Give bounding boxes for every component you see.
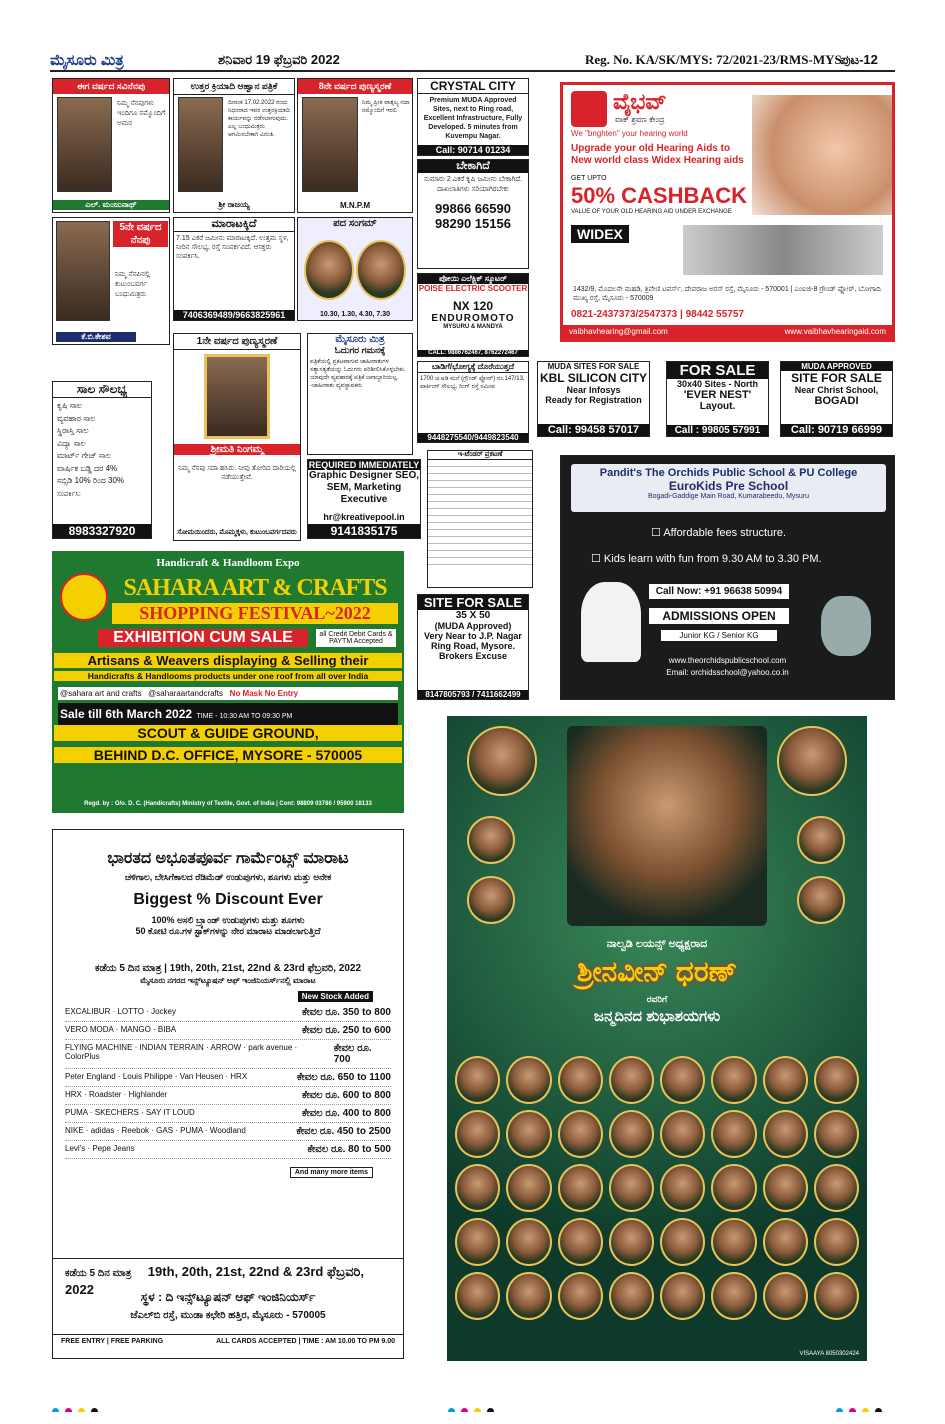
last-days: ಕಡೆಯ 5 ದಿನ ಮಾತ್ರ (65, 1268, 132, 1279)
ad-title: ಇ-ಟೆಂಡರ್ ಪ್ರಕಟಣೆ (428, 451, 532, 460)
member-photo (506, 1218, 551, 1266)
ad-line-1: Near Christ School, (794, 385, 879, 395)
bullet-2: Kids learn with fun from 9.30 AM to 3.30 PM. (603, 553, 822, 565)
portrait-photo (204, 354, 270, 439)
member-photo (814, 1272, 859, 1320)
grades: Junior KG / Senior KG (661, 630, 777, 641)
ear-photo (752, 95, 892, 215)
ad-vaibhav-hearing: ವೈಭವ್ ವಾಕ್ ಶ್ರವಣ ಕೇಂದ್ರ We "brighten" your hearing world Upgrade your old Hearing Aids to New world class Widex Hearing aids GET UPTO 50% CASHBACK VALUE OF YOUR OLD HEARING AID UNDER EXCHANGE WIDEX 1432/9, ಮೊದಲನೇ ಮಹಡಿ, ತ್ರಿವೇಣಿ ಟವರ್ಸ್, ದೇವರಾಜ ಅರಸ್ ರಸ್ತೆ, ಮೈಸೂರು - 570001 | ಎಂಐಜಿ-8 ಗ್ರೌಂಡ್ ಫ್ಲೋರ್, ಬೋಗಾದಿ ಮುಖ್ಯ ರಸ್ತೆ, ಮೈಸೂರು - 570009 0821-2437373/2547373 | 98442 55757 vaibhavhearing@gmail.com www.vaibhavhearingaid.com (560, 82, 895, 342)
ad-bogadi-site (780, 361, 893, 437)
brand-tag: ವಾಕ್ ಶ್ರವಣ ಕೇಂದ್ರ (615, 115, 665, 124)
ad-title: ಬಾಡಿಗೆ/ಭೋಗ್ಯಕ್ಕೆ ದೊರೆಯುತ್ತದೆ (418, 362, 528, 373)
ad-invitation: ಉತ್ತರ ಕ್ರಿಯಾದಿ ಆಹ್ವಾನ ಪತ್ರಿಕೆ ದಿನಾಂಕ 17.02.2022 ರಂದು ನಿಧನರಾದ ಇವರ ಉತ್ತರಕ್ರಿಯಾದಿ ಕಾರ್ಯವನ್ನು ನಡೆಸಲಾಗುವುದು. ಎಲ್ಲ ಬಂಧುಮಿತ್ರರು ಆಗಮಿಸಬೇಕಾಗಿ ವಿನಂತಿ. ಶ್ರೀ ರಾಜಯ್ಯ (173, 78, 295, 213)
ad-loan (52, 381, 152, 539)
no-mask-text: No Mask No Entry (229, 689, 299, 698)
exhibition-title: EXHIBITION CUM SALE (98, 629, 308, 647)
portrait-photo (178, 97, 223, 192)
member-photo (455, 1056, 500, 1104)
price: ಕೇವಲ ರೂ. 650 to 1100 (296, 1072, 391, 1083)
school-name: Pandit's The Orchids Public School & PU College (599, 467, 858, 479)
school-phone: Call Now: +91 96638 50994 (649, 584, 789, 599)
ad-title: REQUIRED IMMEDIATELY (308, 460, 420, 470)
brand-list: Levi's · Pepe Jeans (65, 1144, 135, 1153)
sale-time: TIME - 10:30 AM TO 09:30 PM (196, 713, 293, 720)
birthday-ravarige: ರವರಿಗೆ (646, 994, 668, 1004)
slogan: We "brighten" your hearing world (571, 129, 688, 138)
school-address: Bogadi-Gaddige Main Road, Kumarabeedu, Mysuru (647, 493, 810, 500)
ad-phone-2: 98290 15156 (435, 216, 511, 231)
page-number: ಪುಟ-12 (840, 52, 878, 67)
ad-title: 5ನೇ ವರ್ಷದ ನೆನಪು (113, 221, 168, 247)
ad-first-anniversary: 1ನೇ ವರ್ಷದ ಪುಣ್ಯಸ್ಮರಣೆ ಶ್ರೀಮತಿ ನಿಂಗಮ್ಮ ನಿಮ್ಮ ನೆನಪು ಸದಾ ಹಸಿರು. ನೀವು ತೋರಿದ ದಾರಿಯಲ್ಲಿ ನಡೆಯುತ್ತೇವೆ. ಸೋಮಯಿಂದರು, ಮೊಮ್ಮಕ್ಕಳು, ಕುಟುಂಬವರ್ಗದವರು (173, 333, 301, 541)
leader-photo (777, 726, 847, 796)
brand-list: VERO MODA · MANGO · BIBA (65, 1025, 177, 1034)
brand-price-row (65, 1087, 391, 1105)
ad-title: CRYSTAL CITY (418, 79, 528, 94)
ad-job (307, 459, 421, 539)
member-photo (763, 1164, 808, 1212)
expo-top: Handicraft & Handloom Expo (156, 557, 300, 569)
ad-title-2: SITE FOR SALE (791, 371, 882, 385)
member-photo (763, 1110, 808, 1158)
leader-photo (467, 726, 537, 796)
price: ಕೇವಲ ರೂ. 700 (333, 1043, 372, 1065)
ad-line-3: Ring Road, Mysore. (430, 641, 515, 651)
sahara-title: SAHARA ART & CRAFTS (123, 575, 387, 601)
ad-kbl-silicon-city (537, 361, 650, 437)
cashback-text: 50% CASHBACK (571, 183, 748, 208)
ad-name: M.N.P.M (339, 201, 371, 210)
facebook-handle: @sahara art and crafts (60, 689, 142, 698)
admissions-open: ADMISSIONS OPEN (649, 608, 789, 624)
member-photo (558, 1272, 603, 1320)
ad-orchids-school: Pandit's The Orchids Public School & PU College EuroKids Pre School Bogadi-Gaddige Main Road, Kumarabeedu, Mysuru ☐ Affordable fees structure. ☐ Kids learn with fun from 9.30 AM to 3.30 PM. Call Now: +91 96638 50994 ADMISSIONS OPEN Junior KG / Senior KG www.theorchidspublicschool.com Email: orchidsschool@yahoo.co.in (560, 455, 895, 700)
ad-phone: 9448275540/9449823540 (418, 433, 528, 442)
member-photo (763, 1218, 808, 1266)
site-size: 35 X 50 (455, 610, 491, 621)
venue-2: BEHIND D.C. OFFICE, MYSORE - 570005 (54, 747, 402, 763)
ad-site-sale-jpnagar (417, 594, 529, 700)
ad-phone: 8983327920 (53, 524, 151, 538)
member-photo (609, 1272, 654, 1320)
brand-list: HRX · Roadster · Highlander (65, 1090, 168, 1099)
regd-line: Regd. by : O/o. D. C. (Handicrafts) Ministry of Textile, Govt. of India | Cont: 98809 03786 / 95900 18133 (84, 801, 372, 807)
ad-email: hr@kreativepool.in (323, 512, 405, 522)
ad-line-1: (MUDA Approved) (434, 621, 512, 631)
address: ಜೆಎಲ್‌ಬಿ ರಸ್ತೆ, ಮುಡಾ ಕಛೇರಿ ಹತ್ತಿರ, ಮೈಸೂರು - 570005 (130, 1310, 326, 1321)
member-photo (609, 1218, 654, 1266)
ad-for-sale-kannada: ಮಾರಾಟಕ್ಕಿದೆ 7.15 ಎಕರೆ ಜಮೀನು ಮಾರಾಟಕ್ಕಿದೆ. ಉತ್ತಮ ಸ್ಥಳ, ನೀರಿನ ಸೌಲಭ್ಯ, ರಸ್ತೆ ಸಂಪರ್ಕವಿದೆ. ಆಸಕ್ತರು ಸಂಪರ್ಕಿಸಿ. 7406369489/9663825961 (173, 217, 295, 321)
brand-list: Peter England · Louis Philippe · Van Heusen · HRX (65, 1072, 248, 1081)
brand-list: PUMA · SKECHERS · SAY IT LOUD (65, 1108, 195, 1117)
scooter-brand: POISE ELECTRIC SCOOTER (418, 284, 528, 293)
member-photo (506, 1110, 551, 1158)
ad-title: SITE FOR SALE (418, 595, 528, 610)
member-photo (455, 1164, 500, 1212)
ad-ever-nest (666, 361, 769, 437)
reg-number: Reg. No. KA/SK/MYS: 72/2021-23/RMS-MYS (585, 52, 842, 67)
member-photo (609, 1110, 654, 1158)
member-grid (447, 1056, 867, 1320)
ad-name: ಶ್ರೀ ರಾಜಯ್ಯ (218, 200, 250, 209)
brand-price-row (65, 1105, 391, 1123)
brand-price-row (65, 1004, 391, 1022)
handicraft-text: Handicrafts & Handlooms products under one roof from all over India (54, 671, 402, 681)
price: ಕೇವಲ ರೂ. 250 to 600 (301, 1025, 391, 1036)
ad-garments-sale (52, 829, 404, 1359)
ad-body: Graphic Designer SEO, SEM, Marketing Executive (308, 470, 420, 505)
upgrade-text-2: New world class Widex Hearing aids (571, 155, 744, 166)
ad-tender-notice (427, 450, 533, 588)
brand-price-row (65, 1141, 391, 1159)
member-photo (558, 1110, 603, 1158)
website: www.vaibhavhearingaid.com (784, 327, 886, 336)
garments-venue: ಮೈಸೂರು ನಗರದ ಇನ್ಸ್‌ಟ್ಯೂಷನ್ ಆಫ್ ಇಂಜಿನಿಯರ್ಸ್‌ನಲ್ಲಿ ಮಾರಾಟ (140, 976, 316, 985)
member-photo (506, 1056, 551, 1104)
ad-crystal-city (417, 78, 529, 156)
ad-remembrance-1: ಈಗ ವರ್ಷದ ಸವಿನೆನಪು ನಿಮ್ಮ ನೆನಪುಗಳು ಇಂದಿಗೂ ನಮ್ಮೊಂದಿಗೆ ಅಮರ ಎಲ್. ಮಂಜುನಾಥ್ (52, 78, 170, 213)
member-photo (558, 1056, 603, 1104)
ad-line-2: 'EVER NEST' (683, 389, 752, 401)
bullet-1: Affordable fees structure. (663, 527, 787, 539)
member-photo (711, 1272, 756, 1320)
member-photo (797, 876, 845, 924)
dealer-name: ENDUROMOTO (431, 313, 515, 324)
ad-name: KBL SILICON CITY (539, 371, 648, 385)
school-website: www.theorchidspublicschool.com (668, 656, 787, 665)
actor-photo (304, 240, 354, 300)
ad-title: 1ನೇ ವರ್ಷದ ಪುಣ್ಯಸ್ಮರಣೆ (174, 334, 300, 350)
page-header (50, 50, 895, 72)
member-photo (455, 1218, 500, 1266)
brand-name: ವೈಭವ್ (613, 89, 667, 114)
ad-line-3: Layout. (699, 401, 736, 412)
ad-line-1: Near Infosys (566, 385, 621, 395)
school-sub: EuroKids Pre School (668, 479, 789, 493)
header-date: ಶನಿವಾರ 19 ಫೆಬ್ರವರಿ 2022 (218, 52, 340, 67)
ad-title: ಪೋಯಿ ಎಲೆಕ್ಟ್ರಿಕ್ ಸ್ಕೂಟರ್ (418, 274, 528, 284)
birthday-wish: ಜನ್ಮದಿನದ ಶುಭಾಶಯಗಳು (593, 1008, 721, 1025)
loan-item: ಮಾರ್ಟ್ ಗೇಜ್ ಸಾಲ (57, 451, 112, 460)
loan-item: ವ್ಯವಹಾರ ಸಾಲ (57, 413, 96, 423)
birthday-name: ಶ್ರೀನವೀನ್ ಧರಣ್ (577, 956, 737, 987)
ad-title: ಮಾರಾಟಕ್ಕಿದೆ (174, 218, 294, 232)
color-registration-center (448, 1402, 548, 1412)
member-photo (814, 1164, 859, 1212)
get-upto: GET UPTO (571, 175, 607, 182)
artisans-text: Artisans & Weavers displaying & Selling their (54, 653, 402, 668)
color-registration-right (836, 1402, 936, 1412)
place: ಸ್ಥಳ : ದಿ ಇನ್ಸ್‌ಟ್ಯೂಷನ್ ಆಫ್ ಇಂಜಿನಿಯರ್ಸ್ (140, 1290, 316, 1304)
loan-item: ಸಬ್ಸಿಡಿ 10% ರಿಂದ 30% (57, 476, 125, 485)
member-photo (558, 1218, 603, 1266)
masthead: ಮೈಸೂರು ಮಿತ್ರ (50, 52, 124, 69)
garments-line-1: 100% ಅಸಲಿ ಬ್ರ್ಯಾಂಡ್ ಉಡುಪುಗಳು ಮತ್ತು ಶೂಗಳು (151, 915, 305, 925)
ad-electric-scooter (417, 273, 529, 357)
ad-title: MUDA APPROVED (781, 362, 892, 371)
member-photo (660, 1110, 705, 1158)
vaibhav-logo (571, 91, 607, 127)
ad-line-2: BOGADI (814, 395, 859, 407)
new-stock-badge: New Stock Added (298, 991, 373, 1002)
last-dates: 19th, 20th, 21st, 22nd & 23rd ಫೆಬ್ರವರಿ, 2022 (65, 1264, 365, 1297)
widex-logo: WIDEX (571, 225, 629, 243)
ad-notice: ಮೈಸೂರು ಮಿತ್ರ ಓದುಗರ ಗಮನಕ್ಕೆ ಪತ್ರಿಕೆಯಲ್ಲಿ ಪ್ರಕಟವಾಗುವ ಜಾಹೀರಾತುಗಳ ಸತ್ಯಾಸತ್ಯತೆಯನ್ನು ಓದುಗರು ಪರಿಶೀಲಿಸಿಕೊಳ್ಳಬೇಕು. ಯಾವುದೇ ವ್ಯವಹಾರಕ್ಕೆ ಪತ್ರಿಕೆ ಜವಾಬ್ದಾರಿಯಲ್ಲ. -ಜಾಹೀರಾತು ವ್ಯವಸ್ಥಾಪಕರು (307, 333, 413, 455)
ad-phone: 8147805793 / 7411662499 (418, 690, 528, 699)
phone: 0821-2437373/2547373 | 98442 55757 (571, 309, 744, 320)
ad-line-2: Very Near to J.P. Nagar (424, 631, 522, 641)
ad-phone: 9141835175 (308, 524, 420, 538)
member-photo (467, 876, 515, 924)
contact-label: ಸಂಪರ್ಕಿಸಿ: (57, 490, 81, 498)
member-photo (506, 1272, 551, 1320)
ad-wanted: ಬೇಕಾಗಿದೆ ಸುಮಾರು 2 ಎಕರೆ ಕೃಷಿ ಜಮೀನು ಬೇಕಾಗಿದೆ. ದಾಖಲಾತಿಗಳು ಸರಿಯಾಗಿರಬೇಕು 99866 66590 98290 15156 (417, 159, 529, 269)
price: ಕೇವಲ ರೂ. 350 to 800 (301, 1007, 391, 1018)
scooter-model: NX 120 (452, 299, 494, 313)
price: ಕೇವಲ ರೂ. 600 to 800 (301, 1090, 391, 1101)
member-photo (797, 816, 845, 864)
ad-sahara-art-crafts: Handicraft & Handloom Expo SAHARA ART & CRAFTS SHOPPING FESTIVAL~2022 EXHIBITION CUM SALE all Credit Debit Cards & PAYTM Accepted Artisans & Weavers displaying & Selling their Handicrafts & Handlooms products under one roof from all over India @sahara art and crafts @saharaartandcrafts No Mask No Entry Sale till 6th March 2022 TIME - 10:30 AM TO 09:30 PM SCOUT & GUIDE GROUND, BEHIND D.C. OFFICE, MYSORE - 570005 Regd. by : O/o. D. C. (Handicrafts) Ministry of Textile, Govt. of India | Cont: 98809 03786 / 95900 18133 (52, 551, 404, 813)
ad-footer: ಸೋಮಯಿಂದರು, ಮೊಮ್ಮಕ್ಕಳು, ಕುಟುಂಬವರ್ಗದವರು (177, 529, 297, 536)
birthday-sub: ನಾಲ್ವಡಿ ಲಯನ್ಸ್ ಅಧ್ಯಕ್ಷರಾದ (606, 938, 708, 950)
ad-death-anniversary: 8ನೇ ವರ್ಷದ ಪುಣ್ಯಸ್ಮರಣೆ ನಿಮ್ಮ ಪ್ರೀತಿ ವಾತ್ಸಲ್ಯ ಸದಾ ನಮ್ಮೊಂದಿಗೆ ಇರಲಿ M.N.P.M (297, 78, 413, 213)
email: vaibhavhearing@gmail.com (569, 327, 668, 336)
brand-price-row (65, 1069, 391, 1087)
festival-title: SHOPPING FESTIVAL~2022 (112, 603, 398, 624)
venue-1: SCOUT & GUIDE GROUND, (54, 725, 402, 741)
brand-list: EXCALIBUR · LOTTO · Jockey (65, 1007, 176, 1016)
dealer-place: MYSURU & MANDYA (443, 324, 503, 330)
member-photo (711, 1218, 756, 1266)
cards-time: ALL CARDS ACCEPTED | TIME : AM 10.00 TO PM 9.00 (216, 1338, 395, 1345)
member-photo (711, 1110, 756, 1158)
ad-title: ಬೇಕಾಗಿದೆ (418, 160, 528, 173)
biggest-discount: Biggest % Discount Ever (133, 891, 323, 908)
school-email: Email: orchidsschool@yahoo.co.in (666, 668, 789, 677)
ad-body: Premium MUDA Approved Sites, next to Ring road, Excellent Infrastructure, Fully Developed. 5 minutes from Kuvempu Nagar. (423, 97, 523, 140)
brand-price-row (65, 1123, 391, 1141)
brand-price-row (65, 1022, 391, 1040)
ad-remembrance-2: 5ನೇ ವರ್ಷದ ನೆನಪು ನಿಮ್ಮ ನೆನಪಿನಲ್ಲಿ ಕುಟುಂಬವರ್ಗ ಬಂಧುಮಿತ್ರರು ಕೆ.ಬಿ.ಕೇಶವ (52, 217, 170, 345)
ad-phone: Call: 99458 57017 (538, 424, 649, 436)
ad-birthday-wishes (447, 716, 867, 1361)
garments-line-2: 50 ಕೋಟಿ ರೂ.ಗಳ ಸ್ಟಾಕ್‌ಗಳನ್ನು ನೇರ ಮಾರಾಟ ಮಾಡಲಾಗುತ್ತಿದೆ (135, 926, 321, 936)
instagram-handle: @saharaartandcrafts (148, 689, 223, 698)
ad-phone: 7406369489/9663825961 (174, 310, 294, 320)
member-photo (660, 1272, 705, 1320)
main-portrait (567, 726, 767, 926)
show-times: 10.30, 1.30, 4.30, 7.30 (319, 311, 391, 318)
free-entry: FREE ENTRY | FREE PARKING (61, 1338, 164, 1345)
ad-title: ಈಗ ವರ್ಷದ ಸವಿನೆನಪು (53, 79, 169, 94)
loan-item: ವಾರ್ಷಿಕ ಬಡ್ಡಿ ದರ 4% (57, 463, 118, 473)
ad-phone: Call : 99805 57991 (667, 425, 768, 436)
member-photo (814, 1218, 859, 1266)
member-photo (660, 1218, 705, 1266)
member-photo (455, 1272, 500, 1320)
ad-title: FOR SALE (667, 362, 768, 379)
sale-till: Sale till 6th March 2022 (60, 707, 193, 721)
member-photo (711, 1056, 756, 1104)
ad-phone: Call: 90719 66999 (781, 424, 892, 436)
price: ಕೇವಲ ರೂ. 450 to 2500 (296, 1126, 391, 1137)
ad-name: ಕೆ.ಬಿ.ಕೇಶವ (56, 332, 136, 342)
member-photo (711, 1164, 756, 1212)
garments-dates: ಕಡೆಯ 5 ದಿನ ಮಾತ್ರ | 19th, 20th, 21st, 22nd & 23rd ಫೆಬ್ರವರಿ, 2022 (94, 963, 362, 974)
ad-title: ಪದ ಸಂಗಮ್ (333, 218, 377, 229)
ad-phone-1: 99866 66590 (435, 201, 511, 216)
ad-phone: Call: 90714 01234 (418, 145, 528, 155)
member-photo (814, 1056, 859, 1104)
ad-title: ಮೈಸೂರು ಮಿತ್ರ (335, 334, 385, 345)
portrait-photo (56, 221, 110, 321)
member-photo (558, 1164, 603, 1212)
member-photo (467, 816, 515, 864)
ad-line-1: 30x40 Sites - North (676, 379, 759, 389)
member-photo (763, 1056, 808, 1104)
hearing-aids-image (683, 225, 883, 275)
tender-table (428, 460, 532, 570)
ad-title: ಸಾಲ ಸೌಲಭ್ಯ (53, 382, 151, 398)
garments-sub: ಚಳಿಗಾಲ, ಬೇಸಿಗೆಕಾಲದ ರೆಡಿಮೆಡ್ ಉಡುಪುಗಳು, ಶೂಗಳು ಮತ್ತು ಅನೇಕ (124, 872, 332, 882)
more-items: And many more items (290, 1167, 373, 1178)
ad-phone: CALL: 9886762467, 8762272467 (418, 350, 528, 356)
ad-line-4: Brokers Excuse (438, 651, 508, 661)
ad-subtitle: ಓದುಗರ ಗಮನಕ್ಕೆ (334, 345, 386, 355)
bunny-illustration (581, 582, 641, 662)
portrait-photo (302, 97, 358, 192)
designer-credit: VISAAYA 8050302424 (799, 1351, 859, 1357)
price: ಕೇವಲ ರೂ. 400 to 800 (301, 1108, 391, 1119)
loan-item: ಸ್ಥಿರಾಸ್ತಿ ಸಾಲ (57, 426, 89, 435)
kite-illustration (821, 596, 871, 656)
brand-list: FLYING MACHINE · INDIAN TERRAIN · ARROW · park avenue · ColorPlus (65, 1043, 298, 1061)
upgrade-text-1: Upgrade your old Hearing Aids to (571, 143, 731, 154)
ad-title: MUDA SITES FOR SALE (547, 362, 640, 371)
ad-title: 8ನೇ ವರ್ಷದ ಪುಣ್ಯಸ್ಮರಣೆ (298, 79, 412, 94)
member-photo (609, 1056, 654, 1104)
color-registration-left (52, 1402, 152, 1412)
ad-movie (297, 217, 413, 321)
loan-item: ವಿದ್ಯಾ ಸಾಲ (57, 438, 86, 448)
member-photo (660, 1164, 705, 1212)
member-photo (506, 1164, 551, 1212)
price: ಕೇವಲ ರೂ. 80 to 500 (307, 1144, 391, 1155)
school-banner (571, 464, 886, 512)
member-photo (763, 1272, 808, 1320)
ad-line-2: Ready for Registration (545, 395, 642, 405)
ad-name: ಎಲ್. ಮಂಜುನಾಥ್ (53, 200, 169, 210)
ad-title: ಉತ್ತರ ಕ್ರಿಯಾದಿ ಆಹ್ವಾನ ಪತ್ರಿಕೆ (174, 79, 294, 95)
member-photo (814, 1110, 859, 1158)
member-photo (609, 1164, 654, 1212)
portrait-photo (57, 97, 112, 192)
value-text: VALUE OF YOUR OLD HEARING AID UNDER EXCHANGE (571, 209, 732, 215)
member-photo (660, 1056, 705, 1104)
ad-name: ಶ್ರೀಮತಿ ನಿಂಗಮ್ಮ (174, 444, 300, 455)
garments-title: ಭಾರತದ ಅಭೂತಪೂರ್ವ ಗಾರ್ಮೆಂಟ್ಸ್ ಮಾರಾಟ (107, 850, 349, 867)
brand-list: NIKE · adidas · Reebok · GAS · PUMA · Woodland (65, 1126, 246, 1135)
sahara-logo (60, 573, 108, 621)
brand-price-row (65, 1040, 391, 1069)
actress-photo (356, 240, 406, 300)
member-photo (455, 1110, 500, 1158)
ad-rent: ಬಾಡಿಗೆ/ಭೋಗ್ಯಕ್ಕೆ ದೊರೆಯುತ್ತದೆ 1700 ಚ.ಅಡಿ ಮನೆ (ಗ್ರೌಂಡ್ ಫ್ಲೋರ್) ನಂ.147/13, ಪಾರ್ಕಿಂಗ್ ಸೌಲಭ್ಯ, ರಿಂಗ್ ರಸ್ತೆ ಸಮೀಪ 9448275540/9449823540 (417, 361, 529, 443)
loan-item: ಕೃಷಿ ಸಾಲ (57, 401, 82, 410)
